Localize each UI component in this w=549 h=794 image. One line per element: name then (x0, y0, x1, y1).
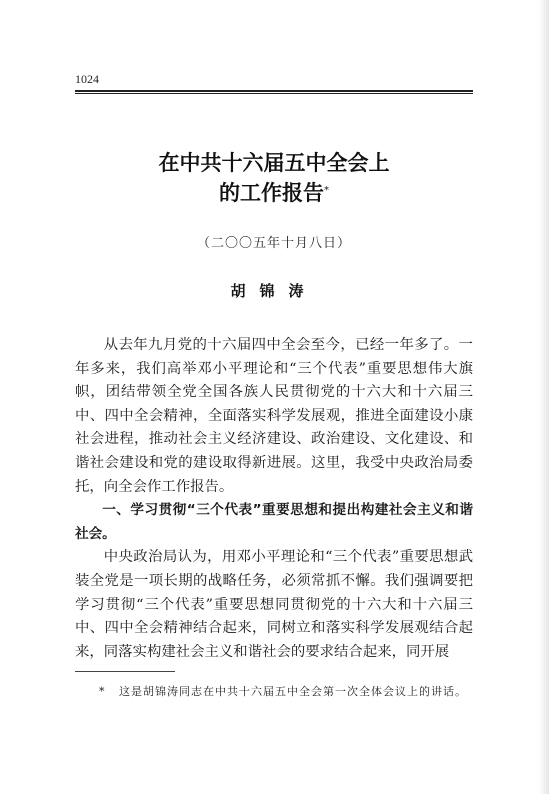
page-number: 1024 (75, 72, 99, 86)
title-line-2-text: 的工作报告 (219, 181, 324, 205)
title-footnote-mark: * (324, 185, 329, 196)
footnote (75, 683, 473, 701)
title-line-2 (75, 178, 473, 208)
header-rule (75, 90, 473, 94)
document-date: （二〇〇五年十月八日） (196, 236, 351, 251)
title-line-1: 在中共十六届五中全会上 (158, 151, 390, 175)
footnote-mark: * (99, 685, 105, 698)
body-paragraph-2: 中央政治局认为，用邓小平理论和“三个代表”重要思想武装全党是一项长期的战略任务，必须常抓不懈。我们强调要把学习贯彻“三个代表”重要思想同贯彻党的十六大和十六届三中、四中全会精神结合起来，同树立和落实科学发展观结合起来，同落实构建社会主义和谐社会的要求结合起来，同开展 (75, 549, 473, 660)
section-heading-1: 一、学习贯彻“三个代表”重要思想和提出构建社会主义和谐社会。 (75, 502, 473, 542)
document-body (75, 334, 473, 664)
document-title (75, 148, 473, 208)
footnote-rule (75, 671, 175, 672)
body-paragraph-1: 从去年九月党的十六届四中全会至今，已经一年多了。一年多来，我们高举邓小平理论和“三个代表”重要思想伟大旗帜，团结带领全党全国各族人民贯彻党的十六大和十六届三中、四中全会精神，全面落实科学发展观，推进全面建设小康社会进程，推动社会主义经济建设、政治建设、文化建设、和谐社会建设和党的建设取得新进展。这里，我受中央政治局委托，向全会作工作报告。 (75, 337, 473, 495)
document-author: 胡锦涛 (230, 282, 318, 300)
footnote-text: 这是胡锦涛同志在中共十六届五中全会第一次全体会议上的讲话。 (119, 685, 467, 698)
page-binding-edge (539, 0, 549, 794)
